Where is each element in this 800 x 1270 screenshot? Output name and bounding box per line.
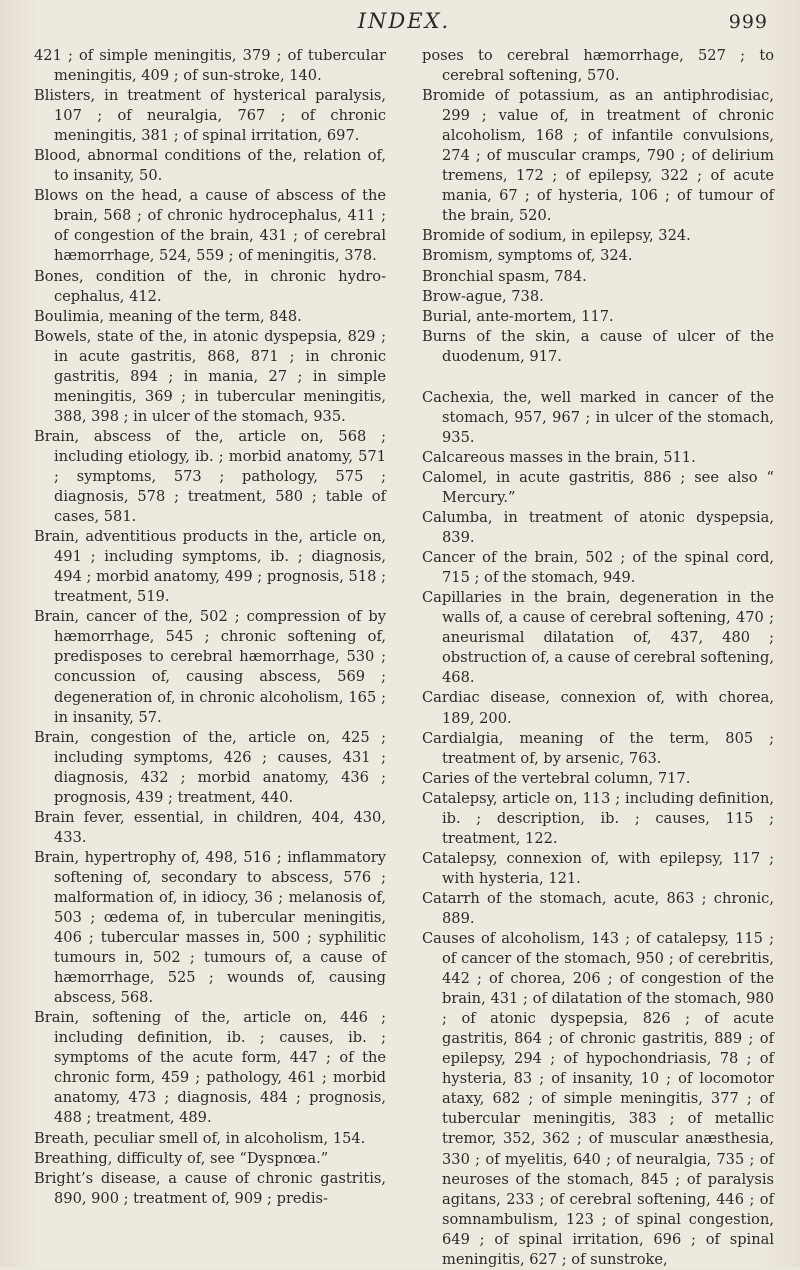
index-entry: Cardialgia, meaning of the term, 805 ; treatment of, by arsenic, 763. <box>422 729 774 767</box>
index-entry: Brain, cancer of the, 502 ; compression of by hæmorrhage, 545 ; chronic softening of, predisposes to cerebral hæmorrhage, 530 ; concussion of, causing abscess, 569 ; degeneration of, in chronic alcoholism, 165 ; in insanity, 57. <box>34 608 386 726</box>
index-entry: Cancer of the brain, 502 ; of the spinal cord, 715 ; of the stomach, 949. <box>422 549 774 587</box>
index-entry: Blisters, in treatment of hysterical paralysis, 107 ; of neuralgia, 767 ; of chronic meningitis, 381 ; of spinal irritation, 697. <box>34 87 386 145</box>
index-entry: Burial, ante-mortem, 117. <box>422 307 614 325</box>
index-entry: Brow-ague, 738. <box>422 287 544 305</box>
index-entry: 421 ; of simple meningitis, 379 ; of tubercular meningitis, 409 ; of sun-stroke, 140. <box>34 47 386 85</box>
section-gap <box>422 367 774 388</box>
index-entry: Bronchial spasm, 784. <box>422 267 587 285</box>
index-entry: Brain, abscess of the, article on, 568 ; including etiology, ib. ; morbid anatomy, 571 ; symptoms, 573 ; pathology, 575 ; diagnosis, 578 ; treatment, 580 ; table of cases, 581. <box>34 427 386 526</box>
index-entry: Blows on the head, a cause of abscess of the brain, 568 ; of chronic hydrocephalus, 411 ; of congestion of the brain, 431 ; of cerebral hæmorrhage, 524, 559 ; of meningitis, 378. <box>34 187 386 265</box>
index-entry: Calumba, in treatment of atonic dyspepsia, 839. <box>422 509 774 547</box>
left-column <box>34 46 386 1270</box>
index-entry: Catalepsy, connexion of, with epilepsy, 117 ; with hysteria, 121. <box>422 849 774 887</box>
index-entry: Brain, hypertrophy of, 498, 516 ; inflammatory softening of, secondary to abscess, 576 ; malformation of, in idiocy, 36 ; melanosis of, 503 ; œdema of, in tubercular meningitis, 406 ; tubercular masses in, 500 ; syphilitic tumours in, 502 ; tumours of, a cause of hæmorrhage, 525 ; wounds of, causing abscess, 568. <box>34 848 386 1007</box>
index-entry: Catarrh of the stomach, acute, 863 ; chronic, 889. <box>422 889 774 927</box>
index-entry: Cardiac disease, connexion of, with chorea, 189, 200. <box>422 689 774 727</box>
index-entry: Bowels, state of the, in atonic dyspepsia, 829 ; in acute gastritis, 868, 871 ; in chronic gastritis, 894 ; in mania, 27 ; in simple meningitis, 369 ; in tubercular meningitis, 388, 398 ; in ulcer of the stomach, 935. <box>34 327 386 425</box>
index-entry: Bright’s disease, a cause of chronic gastritis, 890, 900 ; treatment of, 909 ; predis- <box>34 1169 386 1207</box>
index-entry: Capillaries in the brain, degeneration in the walls of, a cause of cerebral softening, 470 ; aneurismal dilatation of, 437, 480 ; obstruction of, a cause of cerebral softening, 468. <box>422 589 774 687</box>
page-header <box>34 0 774 44</box>
b-entries <box>422 46 774 367</box>
index-entry: Catalepsy, article on, 113 ; including definition, ib. ; description, ib. ; causes, 115 ; treatment, 122. <box>422 789 774 847</box>
index-entry: Calomel, in acute gastritis, 886 ; see also “ Mercury.” <box>422 468 774 506</box>
index-columns <box>34 46 774 1270</box>
index-entry: Boulimia, meaning of the term, 848. <box>34 307 302 325</box>
right-column <box>422 46 774 1270</box>
index-entry: Bones, condition of the, in chronic hydrocephalus, 412. <box>34 267 386 305</box>
index-entry: Causes of alcoholism, 143 ; of catalepsy, 115 ; of cancer of the stomach, 950 ; of cerebritis, 442 ; of chorea, 206 ; of congestion of the brain, 431 ; of dilatation of the stomach, 980 ; of atonic dyspepsia, 826 ; of acute gastritis, 864 ; of chronic gastritis, 889 ; of epilepsy, 294 ; of hypochondriasis, 78 ; of hysteria, 83 ; of insanity, 10 ; of locomotor ataxy, 682 ; of simple meningitis, 377 ; of tubercular meningitis, 383 ; of metallic tremor, 352, 362 ; of muscular anæsthesia, 330 ; of myelitis, 640 ; of neuralgia, 735 ; of neuroses of the stomach, 845 ; of paralysis agitans, 233 ; of cerebral softening, 446 ; of somnambulism, 123 ; of spinal congestion, 649 ; of spinal irritation, 696 ; of spinal meningitis, 627 ; of sunstroke, <box>422 930 774 1268</box>
index-entry: Brain fever, essential, in children, 404, 430, 433. <box>34 808 386 846</box>
index-entry: Bromism, symptoms of, 324. <box>422 247 633 265</box>
index-entry: Breath, peculiar smell of, in alcoholism, 154. <box>34 1129 366 1147</box>
index-entry: poses to cerebral hæmorrhage, 527 ; to cerebral softening, 570. <box>422 47 774 85</box>
index-entry: Bromide of sodium, in epilepsy, 324. <box>422 227 691 245</box>
index-entry: Brain, congestion of the, article on, 425 ; including symptoms, 426 ; causes, 431 ; diagnosis, 432 ; morbid anatomy, 436 ; prognosis, 439 ; treatment, 440. <box>34 728 386 806</box>
index-entry: Cachexia, the, well marked in cancer of the stomach, 957, 967 ; in ulcer of the stomach, 935. <box>422 388 774 446</box>
running-title: INDEX. <box>357 9 451 33</box>
index-entry: Caries of the vertebral column, 717. <box>422 769 691 787</box>
index-entry: Breathing, difficulty of, see “Dyspnœa.” <box>34 1149 329 1167</box>
index-entry: Brain, softening of the, article on, 446 ; including definition, ib. ; causes, ib. ; symptoms of the acute form, 447 ; of the chronic form, 459 ; pathology, 461 ; morbid anatomy, 473 ; diagnosis, 484 ; prognosis, 488 ; treatment, 489. <box>34 1009 386 1127</box>
c-entries <box>422 388 774 1270</box>
index-entry: Calcareous masses in the brain, 511. <box>422 448 696 466</box>
index-entry: Bromide of potassium, as an antiphrodisiac, 299 ; value of, in treatment of chronic alcoholism, 168 ; of infantile convulsions, 274 ; of muscular cramps, 790 ; of delirium tremens, 172 ; of epilepsy, 322 ; of acute mania, 67 ; of hysteria, 106 ; of tumour of the brain, 520. <box>422 87 774 225</box>
index-entry: Brain, adventitious products in the, article on, 491 ; including symptoms, ib. ; diagnosis, 494 ; morbid anatomy, 499 ; prognosis, 518 ; treatment, 519. <box>34 528 386 606</box>
page-number: 999 <box>728 11 768 33</box>
index-entry: Blood, abnormal conditions of the, relation of, to insanity, 50. <box>34 147 386 185</box>
index-entry: Burns of the skin, a cause of ulcer of the duodenum, 917. <box>422 327 774 365</box>
